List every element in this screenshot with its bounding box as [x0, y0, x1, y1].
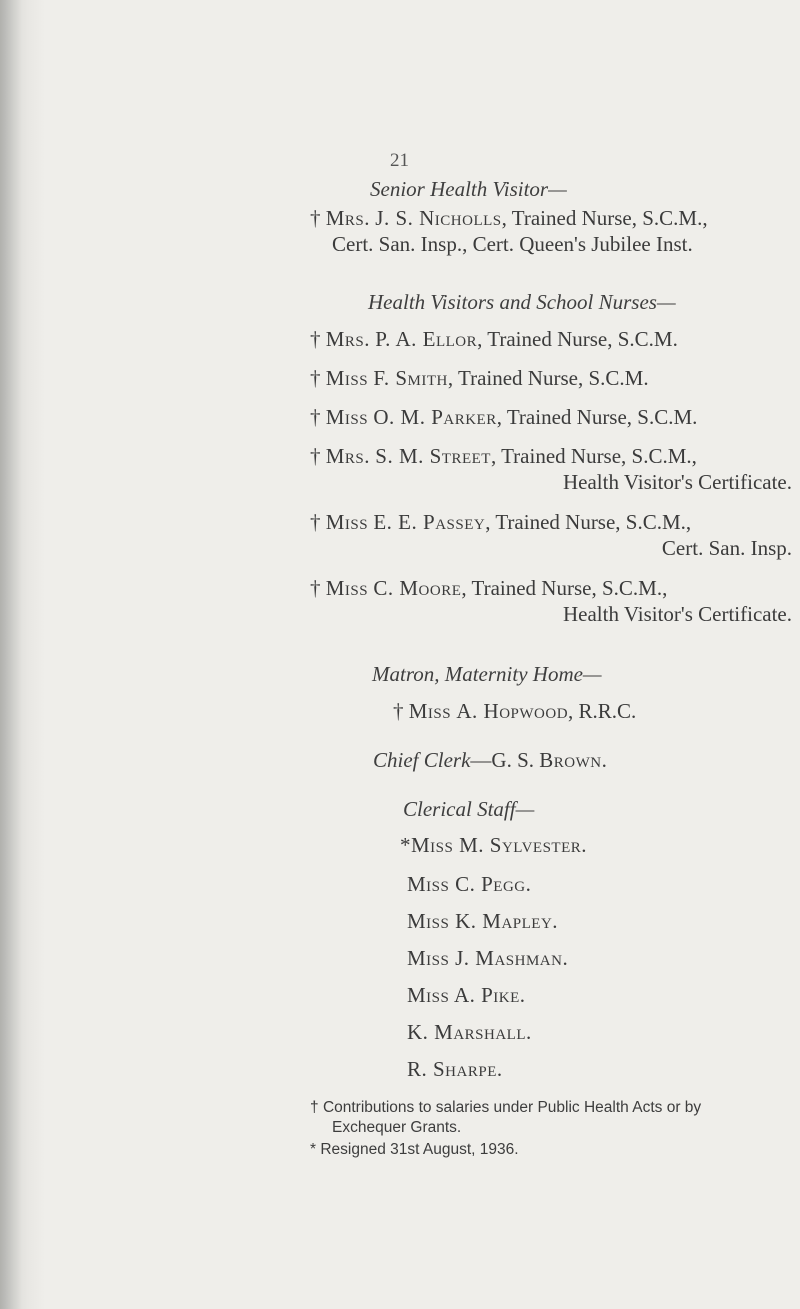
dagger-mark: †	[393, 699, 404, 723]
staff-qualification-cont: Cert. San. Insp., Cert. Queen's Jubilee Inst.	[332, 232, 693, 256]
staff-entry	[310, 576, 667, 601]
staff-name: F. Smith	[373, 366, 448, 390]
page-number: 21	[390, 150, 409, 171]
staff-name: P. A. Ellor	[375, 327, 478, 351]
staff-qualification: , Trained Nurse, S.C.M.,	[501, 206, 708, 230]
staff-entry	[310, 510, 691, 535]
dagger-mark: †	[310, 510, 321, 534]
staff-title: Mrs.	[325, 444, 371, 468]
dagger-mark: †	[310, 576, 321, 600]
dagger-mark: †	[310, 444, 321, 468]
chief-clerk-initials: —G. S.	[470, 748, 540, 772]
footnote	[310, 1099, 701, 1117]
staff-qualification: , Trained Nurse, S.C.M.	[477, 327, 678, 351]
dagger-mark: †	[310, 366, 321, 390]
clerical-staff-entry: Miss A. Pike.	[407, 983, 526, 1007]
staff-title: Mrs.	[325, 327, 371, 351]
staff-qualification-cont: Cert. San. Insp.	[661, 536, 792, 560]
staff-title: Miss	[408, 699, 452, 723]
footnote-text: Contributions to salaries under Public Health Acts or by	[322, 1099, 702, 1116]
dagger-mark: †	[310, 327, 321, 351]
footnote-text-cont: Exchequer Grants.	[332, 1119, 462, 1136]
clerical-staff-entry: Miss C. Pegg.	[407, 872, 532, 896]
staff-qualification: , Trained Nurse, S.C.M.,	[485, 510, 692, 534]
staff-name: E. E. Passey	[373, 510, 486, 534]
staff-name: S. M. Street	[375, 444, 491, 468]
staff-qualification: , R.R.C.	[568, 699, 637, 723]
staff-name: C. Moore	[373, 576, 462, 600]
staff-entry	[310, 206, 708, 231]
footnote-text: Resigned 31st August, 1936.	[320, 1141, 519, 1158]
dagger-mark: †	[310, 1099, 319, 1116]
health-visitors-heading: Health Visitors and School Nurses—	[368, 290, 676, 314]
staff-qualification-cont: Health Visitor's Certificate.	[563, 602, 792, 626]
staff-name: J. S. Nicholls	[375, 206, 502, 230]
staff-qualification: , Trained Nurse, S.C.M.,	[490, 444, 697, 468]
dagger-mark: †	[310, 206, 321, 230]
staff-title: Miss	[325, 366, 369, 390]
staff-qualification: , Trained Nurse, S.C.M.,	[461, 576, 668, 600]
matron-heading: Matron, Maternity Home—	[372, 662, 602, 686]
staff-title: Miss	[325, 405, 369, 429]
asterisk-mark: *	[310, 1141, 317, 1158]
staff-entry	[393, 699, 636, 724]
staff-entry	[310, 444, 697, 469]
clerical-staff-entry: K. Marshall.	[407, 1020, 532, 1044]
clerical-staff-entry: Miss K. Mapley.	[407, 909, 559, 933]
clerical-staff-entry: R. Sharpe.	[407, 1057, 503, 1081]
chief-clerk-name: Brown.	[539, 748, 608, 772]
clerical-staff-heading: Clerical Staff—	[403, 797, 535, 821]
staff-qualification: , Trained Nurse, S.C.M.	[447, 366, 649, 390]
clerical-staff-entry: *Miss M. Sylvester.	[400, 833, 587, 857]
staff-qualification: , Trained Nurse, S.C.M.	[496, 405, 698, 429]
clerical-staff-entry: Miss J. Mashman.	[407, 946, 569, 970]
chief-clerk-line	[373, 748, 607, 773]
staff-name: O. M. Parker	[373, 405, 497, 429]
senior-health-visitor-heading: Senior Health Visitor—	[370, 177, 567, 201]
staff-qualification-cont: Health Visitor's Certificate.	[563, 470, 792, 494]
staff-title: Mrs.	[325, 206, 371, 230]
footnote	[310, 1141, 519, 1159]
page-edge-shadow	[0, 0, 22, 1309]
staff-title: Miss	[325, 576, 369, 600]
dagger-mark: †	[310, 405, 321, 429]
staff-entry	[310, 405, 697, 430]
staff-name: A. Hopwood	[456, 699, 569, 723]
staff-entry	[310, 327, 678, 352]
chief-clerk-heading: Chief Clerk	[373, 748, 471, 772]
staff-title: Miss	[325, 510, 369, 534]
staff-entry	[310, 366, 649, 391]
